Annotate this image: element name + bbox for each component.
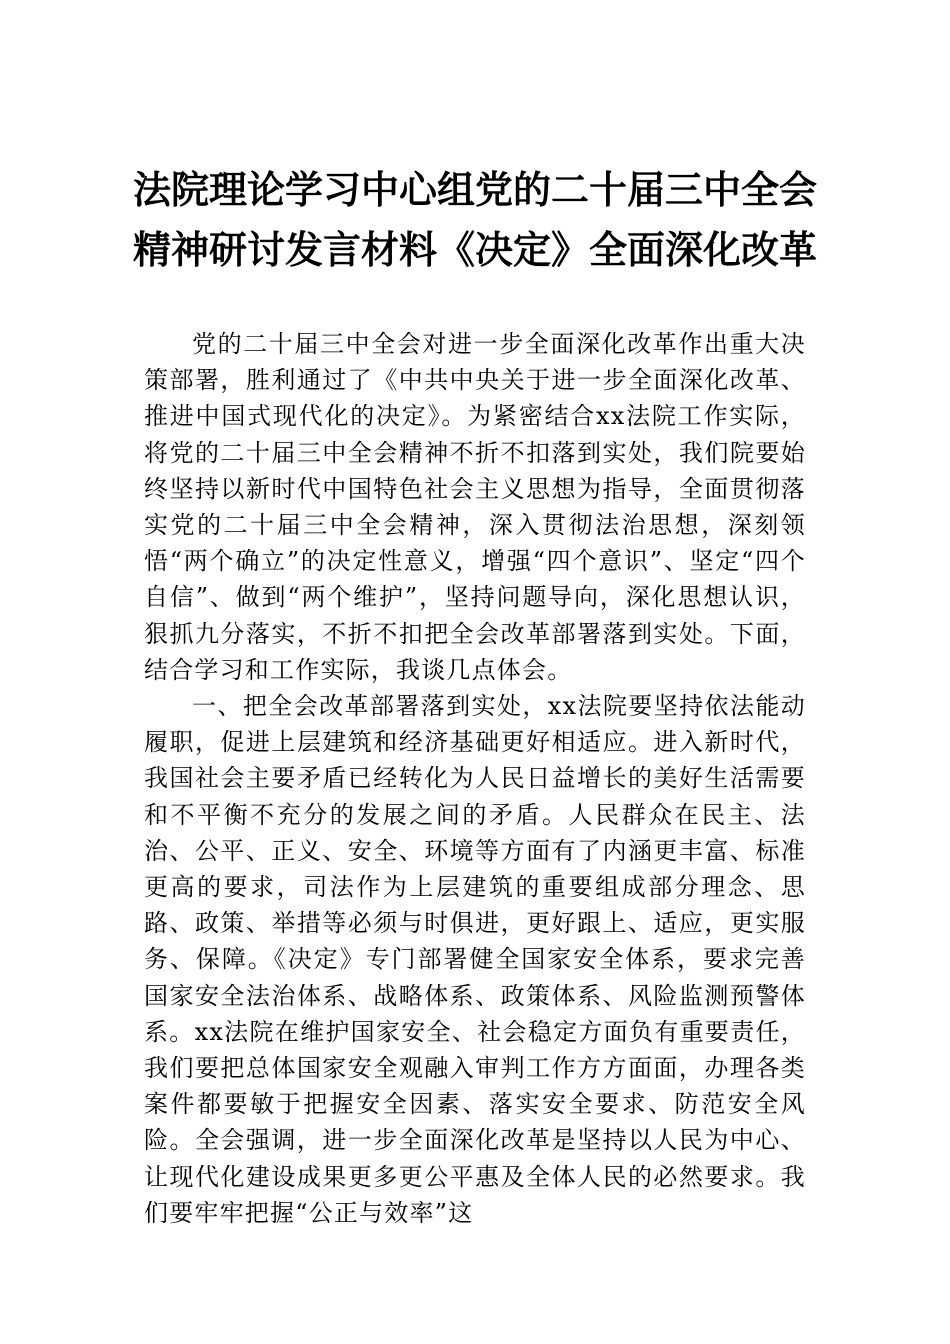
title-line-2: 精神研讨发言材料《决定》全面深化改革 xyxy=(132,227,817,272)
body-paragraph-intro: 党的二十届三中全会对进一步全面深化改革作出重大决策部署，胜利通过了《中共中央关于进一步全面深化改革、推进中国式现代化的决定》。为紧密结合xx法院工作实际，将党的二十届三中全会精神不折不扣落到实处，我们院要始终坚持以新时代中国特色社会主义思想为指导，全面贯彻落实党的二十届三中全会精神，深入贯彻法治思想，深刻领悟“两个确立”的决定性意义，增强“四个意识”、坚定“四个自信”、做到“两个维护”，坚持问题导向，深化思想认识，狠抓九分落实，不折不扣把全会改革部署落到实处。下面，结合学习和工作实际，我谈几点体会。 xyxy=(144,330,806,684)
title-line-1: 法院理论学习中心组党的二十届三中全会 xyxy=(132,167,817,212)
body-paragraph-section-1: 一、把全会改革部署落到实处，xx法院要坚持依法能动履职，促进上层建筑和经济基础更好相适应。进入新时代，我国社会主要矛盾已经转化为人民日益增长的美好生活需要和不平衡不充分的发展之间的矛盾。人民群众在民主、法治、公平、正义、安全、环境等方面有了内涵更丰富、标准更高的要求，司法作为上层建筑的重要组成部分理念、思路、政策、举措等必须与时俱进，更好跟上、适应，更实服务、保障。《决定》专门部署健全国家安全体系，要求完善国家安全法治体系、战略体系、政策体系、风险监测预警体系。xx法院在维护国家安全、社会稳定方面负有重要责任，我们要把总体国家安全观融入审判工作方方面面，办理各类案件都要敏于把握安全因素、落实安全要求、防范安全风险。全会强调，进一步全面深化改革是坚持以人民为中心、让现代化建设成果更多更公平惠及全体人民的必然要求。我们要牢牢把握“公正与效率”这 xyxy=(144,692,806,1227)
document-body xyxy=(144,326,806,1231)
document-title xyxy=(100,160,850,280)
